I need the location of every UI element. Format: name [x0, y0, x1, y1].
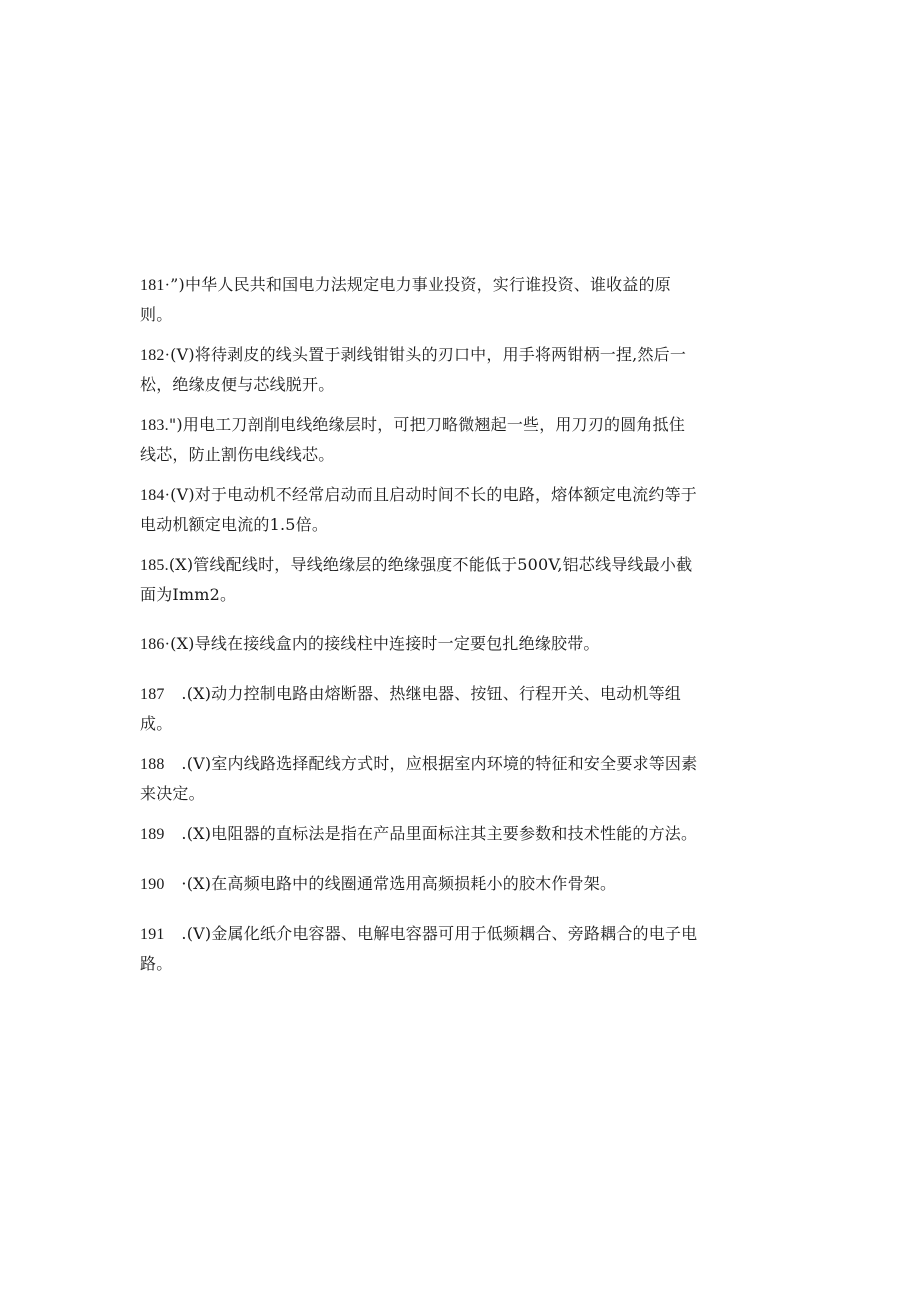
- question-number: 181·: [140, 277, 171, 294]
- question-item-182: [140, 340, 700, 399]
- question-item-185: [140, 550, 700, 609]
- question-text: .(X)动力控制电路由熔断器、热继电器、按钮、行程开关、电动机等组成。: [140, 684, 681, 733]
- question-item-190: [140, 869, 700, 899]
- question-number: 185.: [140, 557, 169, 574]
- question-text: ")用电工刀剖削电线绝缘层时，可把刀略微翘起一些，用刀刃的圆角抵住线芯，防止割伤电线线芯。: [140, 415, 686, 464]
- question-text: (X)管线配线时，导线绝缘层的绝缘强度不能低于500V,铝芯线导线最小截面为Imm2。: [140, 555, 693, 604]
- question-number: 191: [140, 926, 182, 943]
- question-item-189: [140, 819, 700, 849]
- question-text: ”)中华人民共和国电力法规定电力事业投资，实行谁投资、谁收益的原则。: [140, 275, 671, 324]
- question-item-191: [140, 919, 700, 978]
- question-text: .(V)金属化纸介电容器、电解电容器可用于低频耦合、旁路耦合的电子电路。: [140, 924, 698, 973]
- question-number: 189: [140, 826, 182, 843]
- question-number: 190: [140, 876, 182, 893]
- question-item-186: [140, 629, 700, 659]
- question-item-181: [140, 270, 700, 329]
- question-number: 183.: [140, 417, 169, 434]
- question-list: [140, 270, 700, 978]
- question-item-188: [140, 749, 700, 808]
- question-item-187: [140, 679, 700, 738]
- question-text: ·(X)在高频电路中的线圈通常选用高频损耗小的胶木作骨架。: [181, 874, 617, 893]
- question-number: 182·: [140, 347, 171, 364]
- question-item-184: [140, 480, 700, 539]
- question-text: (X)导线在接线盒内的接线柱中连接时一定要包扎绝缘胶带。: [170, 634, 600, 653]
- question-text: (V)对于电动机不经常启动而且启动时间不长的电路，熔体额定电流约等于电动机额定电流的1.5倍。: [140, 485, 697, 534]
- question-text: .(X)电阻器的直标法是指在产品里面标注其主要参数和技术性能的方法。: [181, 824, 698, 843]
- question-number: 186·: [140, 636, 171, 653]
- question-number: 184·: [140, 487, 171, 504]
- question-item-183: [140, 410, 700, 469]
- question-text: .(V)室内线路选择配线方式时，应根据室内环境的特征和安全要求等因素来决定。: [140, 754, 698, 803]
- question-number: 187: [140, 686, 182, 703]
- question-number: 188: [140, 756, 182, 773]
- question-text: (V)将待剥皮的线头置于剥线钳钳头的刃口中，用手将两钳柄一捏,然后一松，绝缘皮便与芯线脱开。: [140, 345, 687, 394]
